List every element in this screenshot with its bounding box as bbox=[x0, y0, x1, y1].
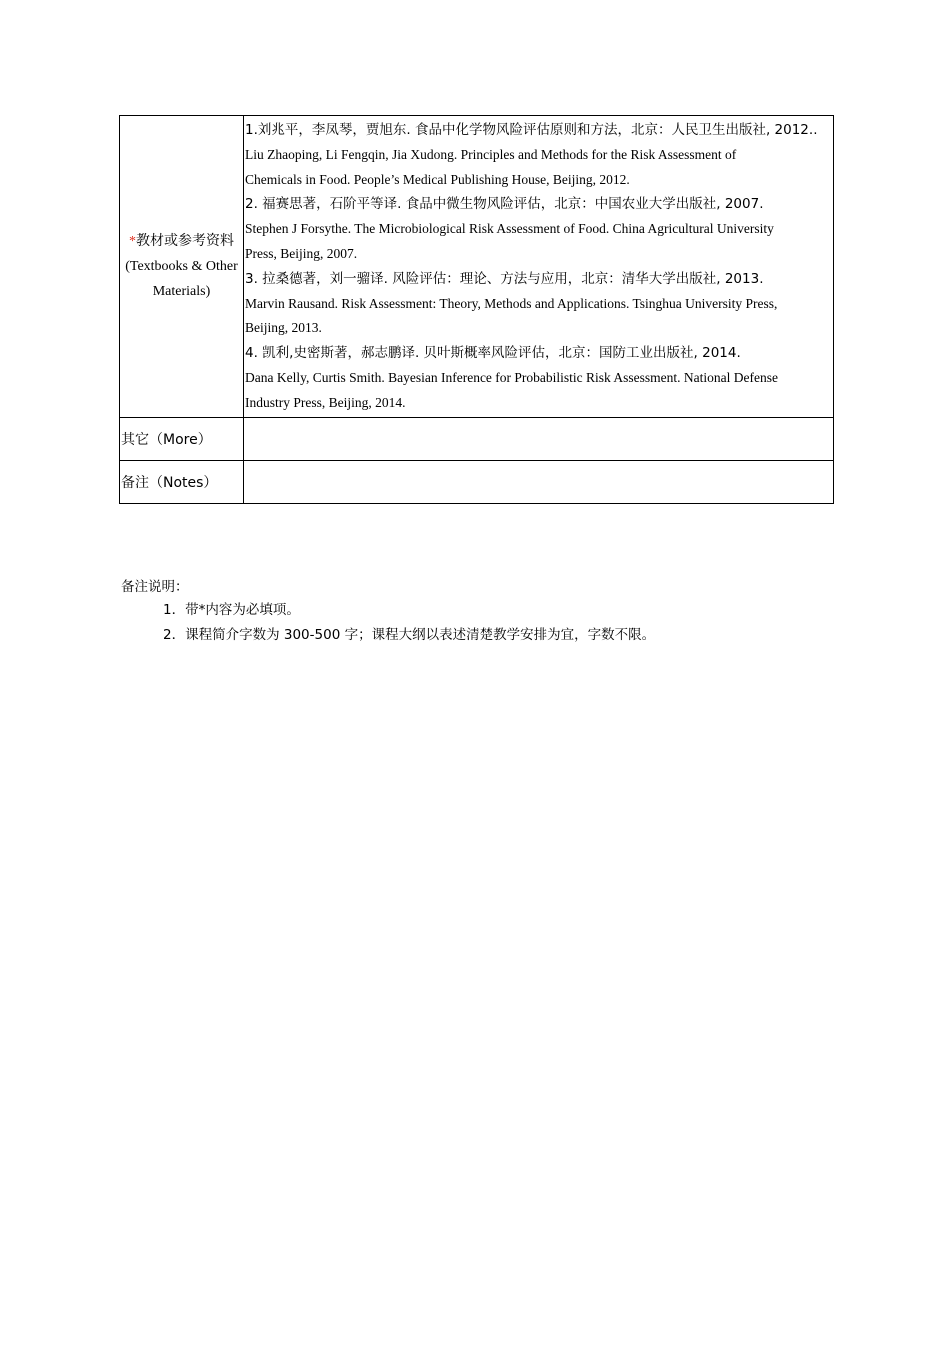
more-row bbox=[120, 417, 834, 460]
textbooks-label-cell bbox=[120, 116, 244, 418]
course-info-table bbox=[119, 115, 834, 504]
reference-line: Stephen J Forsythe. The Microbiological Risk Assessment of Food. China Agricultural University bbox=[245, 221, 774, 237]
remarks-title: 备注说明： bbox=[121, 579, 189, 595]
remark-item: 1．带*内容为必填项。 bbox=[163, 602, 300, 618]
remarks-section bbox=[121, 576, 655, 648]
remark-item: 2．课程简介字数为 300-500 字；课程大纲以表述清楚教学安排为宜，字数不限。 bbox=[163, 627, 656, 643]
textbooks-row bbox=[120, 116, 834, 418]
reference-line: Press, Beijing, 2007. bbox=[245, 245, 358, 261]
notes-value-cell bbox=[244, 460, 834, 503]
reference-line: Industry Press, Beijing, 2014. bbox=[245, 394, 406, 410]
reference-line: Chemicals in Food. People’s Medical Publishing House, Beijing, 2012. bbox=[245, 171, 630, 187]
reference-line: Liu Zhaoping, Li Fengqin, Jia Xudong. Principles and Methods for the Risk Assessment of bbox=[245, 146, 737, 162]
reference-line: 2. 福赛思著，石阶平等译. 食品中微生物风险评估，北京：中国农业大学出版社, 2007. bbox=[245, 196, 764, 213]
reference-line: 1.刘兆平，李凤琴，贾旭东. 食品中化学物风险评估原则和方法，北京：人民卫生出版社, 2012.. bbox=[245, 122, 818, 138]
textbooks-label-en-1: (Textbooks & Other bbox=[125, 258, 238, 274]
reference-line: 3. 拉桑德著，刘一骝译. 风险评估：理论、方法与应用，北京：清华大学出版社, 2013. bbox=[245, 270, 764, 287]
textbooks-label-zh: 教材或参考资料 bbox=[136, 232, 234, 249]
notes-label: 备注（Notes） bbox=[120, 460, 244, 503]
textbooks-label-en-2: Materials) bbox=[152, 283, 211, 299]
reference-line: Beijing, 2013. bbox=[245, 320, 322, 336]
required-star: * bbox=[129, 233, 136, 249]
references-cell bbox=[244, 116, 834, 418]
more-label: 其它（More） bbox=[120, 417, 244, 460]
more-value-cell bbox=[244, 417, 834, 460]
reference-line: 4. 凯利,史密斯著，郝志鹏译. 贝叶斯概率风险评估，北京：国防工业出版社, 2014. bbox=[245, 345, 741, 362]
reference-line: Dana Kelly, Curtis Smith. Bayesian Inference for Probabilistic Risk Assessment. National Defense bbox=[245, 369, 779, 385]
reference-line: Marvin Rausand. Risk Assessment: Theory, Methods and Applications. Tsinghua University Press, bbox=[245, 295, 778, 311]
notes-row bbox=[120, 460, 834, 503]
